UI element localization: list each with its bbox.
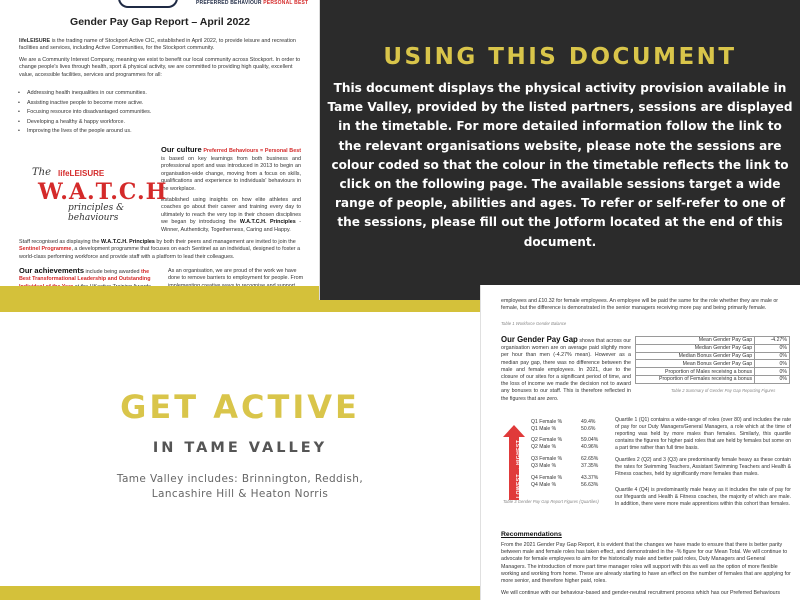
culture-paragraph-1: is based on key learnings from both business and professional sport and was introduced in 2013 to begin an organisation-wide change, moving from a focus on skills, qualifications and experience to individuals' behaviours in the workplace.	[161, 155, 301, 192]
culture-watch-principles: W.A.T.C.H. Principles	[239, 219, 296, 226]
accent-band-top	[0, 300, 480, 312]
table-cell-label: Mean Gender Pay Gap	[636, 337, 755, 345]
quartile-2-3-text: Quartiles 2 (Q2) and 3 (Q3) are predominantly female heavy as these contain the rates for Swimming Teachers, Assistant Swimming Teachers and Health & Fitness coaches, held by significantly more females than males.	[615, 457, 791, 477]
staff-text-c: , a development programme that focuses on each Sentinel as an individual, designed to foster a world-class performing workforce and provide staff with a platform to lead their colleagues.	[19, 246, 301, 260]
poster-subtitle: IN TAME VALLEY	[152, 440, 328, 456]
aims-list-item: • Improving the lives of the people around us.	[27, 127, 297, 137]
using-body: This document displays the physical activity provision available in Tame Valley, provided by the listed partners, sessions are displayed in the timetable. For more detailed information follow the link to the relevant organisations website, please note the sessions are colour coded so that the colour in the timetable reflects the link to click on the following page. The available sessions target a wide range of people, abilities and ages. To refer or self-refer to one of the sessions, please fill out the Jotform located at the end of this document.	[327, 81, 793, 249]
pay-gap-summary-table	[635, 336, 790, 384]
arrow-label: LOWEST → HIGHEST	[516, 439, 522, 498]
culture-heading: Our culture	[161, 145, 202, 154]
staff-watch: W.A.T.C.H. Principles	[101, 239, 155, 245]
table-cell-value: 0%	[755, 368, 790, 376]
header-strip	[196, 0, 308, 6]
quartile-label: Q3 Female %	[531, 456, 563, 462]
table-row	[636, 375, 790, 383]
culture-paragraph-2-end: - Winner, Authenticity, Togetherness, Caring and Happy.	[161, 219, 302, 233]
quartile-label: Q1 Female %	[531, 419, 563, 425]
quartile-4-text: Quartile 4 (Q4) is predominantly male heavy as it includes the rate of pay for our lifeguards and Health & Fitness coaches, the majority of which are male. In addition, there were more male apprentices within this cohort than females.	[615, 487, 791, 507]
recommendations-heading: Recommendations	[501, 531, 562, 538]
aims-list-item: • Developing a healthy & happy workforce.	[27, 118, 297, 128]
table-3-caption: Table 3 Gender Pay Gap Report Figures (Quartiles)	[503, 499, 599, 504]
using-document-panel	[320, 0, 800, 300]
quartile-label: Q3 Male %	[531, 463, 557, 469]
watch-logo-word: W.A.T.C.H	[38, 179, 168, 205]
pay-gap-heading: Our Gender Pay Gap	[501, 335, 578, 344]
arrow-label-holder	[511, 425, 521, 500]
quartile-value: 59.04%	[581, 437, 599, 443]
table-cell-value: 0%	[755, 344, 790, 352]
poster-areas-line-1: Tame Valley includes: Brinnington, Reddish,	[116, 473, 364, 485]
table-cell-value: -4.27%	[755, 337, 790, 345]
table-cell-label: Median Bonus Gender Pay Gap	[636, 352, 755, 360]
header-logo	[118, 0, 178, 8]
quartile-value: 56.63%	[581, 482, 599, 488]
report-title: Gender Pay Gap Report – April 2022	[70, 16, 250, 28]
pay-gap-body: shows that across our organisation women are on average paid slightly more per hour than men (-4.27% mean). However as a median pay gap, there was no difference between the male and female employees. In 2021, due to the closure of our sites for a significant period of time, and the loss of income we made the decision not to award any bonuses to our staff. This is therefore reflected in the figures that are zero.	[501, 338, 631, 402]
achievements-heading: Our achievements	[19, 266, 85, 275]
culture-paragraph-2: Established using insights on how elite athletes and coaches go about their career and training every day to ultimately to reach the very top in their chosen disciplines we began by introducing the	[161, 196, 301, 226]
watch-principles-logo	[28, 165, 168, 223]
poster-areas	[0, 472, 480, 502]
accent-band	[0, 286, 320, 300]
quartile-label: Q1 Male %	[531, 426, 557, 432]
staff-paragraph	[19, 239, 305, 261]
culture-block	[161, 146, 301, 235]
achievements-award: the Best Transformational Leadership and Outstanding	[19, 269, 151, 283]
staff-text-b: by both their peers and management are invited to join the	[154, 239, 296, 245]
watch-logo-the: The	[32, 167, 52, 178]
quartile-value: 40.96%	[581, 444, 599, 450]
achievements-text-a: include being awarded	[84, 269, 141, 275]
quartile-label: Q2 Female %	[531, 437, 563, 443]
aims-list	[27, 89, 297, 137]
table-row	[636, 352, 790, 360]
header-strip-b: PERSONAL BEST	[263, 0, 309, 6]
quartile-label: Q4 Male %	[531, 482, 557, 488]
table-1-caption: Table 1 Workforce Gender Balance	[501, 321, 567, 326]
table-row	[636, 337, 790, 345]
pay-difference-text: employees and £10.32 for female employees. An employee will be paid the same for the role whether they are male or female, but the difference is demonstrated in the senior managers receiving more pay and being primarily female.	[501, 298, 779, 312]
quartile-value: 37.35%	[581, 463, 599, 469]
community-paragraph: We are a Community Interest Company, meaning we exist to benefit our local community across Stockport. In order to change people's lives through health, sport & physical activity, we are committed to providing high quality, excellent value, accessible facilities, services and programmes for all:	[19, 57, 301, 78]
get-active-poster	[0, 300, 480, 600]
pay-gap-paragraph	[501, 336, 631, 403]
table-cell-label: Proportion of Males receiving a bonus	[636, 368, 755, 376]
table-cell-label: Proportion of Females receiving a bonus	[636, 375, 755, 383]
table-row	[636, 344, 790, 352]
header-strip-a: PREFERRED BEHAVIOUR	[196, 0, 262, 6]
behaviour-text: We will continue with our behaviour-based and gender-neutral recruitment process which has our Preferred Behaviours	[501, 590, 781, 596]
report-page-intro	[0, 0, 320, 300]
accent-band-bottom	[0, 586, 480, 600]
table-cell-value: 0%	[755, 375, 790, 383]
poster-areas-line-2: Lancashire Hill & Heaton Norris	[151, 488, 329, 500]
quartile-value: 50.6%	[581, 426, 596, 432]
table-row	[636, 360, 790, 368]
organisation-paragraph: As an organisation, we are proud of the work we have done to remove barriers to employment for people. From	[168, 268, 304, 282]
table-row	[636, 368, 790, 376]
quartile-figures	[531, 417, 613, 508]
aims-list-item: • Focusing resource into disadvantaged communities.	[27, 108, 297, 118]
staff-sentinel: Sentinel Programme	[19, 246, 72, 253]
table-cell-value: 0%	[755, 360, 790, 368]
report-page-figures	[480, 285, 800, 600]
recommendations-text: From the 2021 Gender Pay Gap Report, it is evident that the changes we have made to ensure that there is better parity between male and female roles has taken effect, and demonstrated in the -% figure for our Mean Total. We will continue to advocate for female employees to aim for the historically male and better paid roles, Duty Managers and General Managers. The introduction of more part time manager roles will support with this as well as the option of more flexible working and working from home. These are already starting to have an effect on the number of females that are applying for more senior, and therefore higher paid, roles.	[501, 542, 791, 585]
quartile-value: 43.37%	[581, 475, 599, 481]
quartile-value: 62.65%	[581, 456, 599, 462]
intro-rest: is the trading name of Stockport Active CIC, established in April 2022, to provide leisure and recreation facilities and services, including Active Communities, for the Stockport community.	[19, 38, 296, 52]
intro-brand: lifeLEISURE	[19, 38, 51, 44]
table-2-caption: Table 2 Summary of Gender Pay Gap Reporting Figures	[671, 388, 776, 393]
staff-text-a: Staff recognised as displaying the	[19, 239, 102, 245]
poster-title: GET ACTIVE	[120, 388, 360, 426]
aims-list-item: • Assisting inactive people to become more active.	[27, 99, 297, 109]
watch-logo-life: lifeLEISURE	[58, 169, 105, 178]
quartile-1-text: Quartile 1 (Q1) contains a wide-range of roles (over 80) and includes the rate of pay for our Duty Managers/General Managers, a role which at the time of reporting was held by more males than females. Similarly, this quartile contains the figures for higher paid roles that are held by females but some on a part time rather than full time basis.	[615, 417, 791, 451]
table-cell-value: 0%	[755, 352, 790, 360]
quartile-value: 49.4%	[581, 419, 596, 425]
quartile-label: Q2 Male %	[531, 444, 557, 450]
quartile-label: Q4 Female %	[531, 475, 563, 481]
watch-logo-subtitle: principles & behaviours	[68, 203, 125, 223]
table-cell-label: Median Gender Pay Gap	[636, 344, 755, 352]
intro-paragraph	[19, 38, 305, 53]
culture-tagline: Preferred Behaviours = Personal Best	[203, 148, 301, 154]
using-title: USING THIS DOCUMENT	[383, 44, 737, 70]
aims-list-item: • Addressing health inequalities in our communities.	[27, 89, 297, 99]
table-cell-label: Mean Bonus Gender Pay Gap	[636, 360, 755, 368]
